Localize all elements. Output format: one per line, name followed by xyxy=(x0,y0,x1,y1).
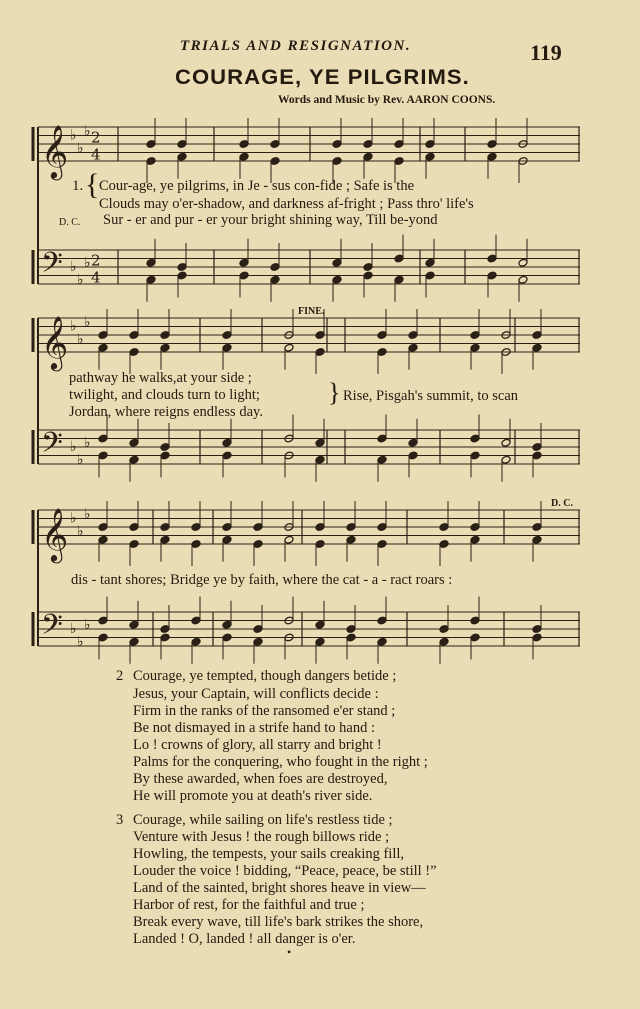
lyric-line: twilight, and clouds turn to light; xyxy=(69,387,260,403)
stanza-line: He will promote you at death's river side. xyxy=(133,788,373,804)
stanza-line: Courage, while sailing on life's restless tide ; xyxy=(133,812,393,828)
lyric-line: Rise, Pisgah's summit, to scan xyxy=(343,388,519,404)
lyric-line: Sur - er and pur - er your bright shining way, Till be-yond xyxy=(103,212,438,228)
lyric-line: Jordan, where reigns endless day. xyxy=(69,404,263,420)
stanza-line: Firm in the ranks of the ransomed e'er stand ; xyxy=(133,703,396,719)
stanza-line: Break every wave, till life's bark strikes the shore, xyxy=(133,914,424,930)
stanza-3-number: 3 xyxy=(116,812,124,828)
flat-sign: ♭ xyxy=(84,616,91,633)
dc-end-label: D. C. xyxy=(551,498,573,509)
hymn-title: COURAGE, YE PILGRIMS. xyxy=(175,66,470,89)
bass-clef: 𝄢 xyxy=(41,246,63,287)
flat-sign: ♭ xyxy=(70,621,77,637)
lyric-line: pathway he walks,at your side ; xyxy=(69,370,252,386)
time-signature: 4 xyxy=(91,145,101,164)
stanza-line: Venture with Jesus ! the rough billows ride ; xyxy=(133,829,390,845)
flat-sign: ♭ xyxy=(70,510,77,527)
stanza-line: Courage, ye tempted, though dangers betide ; xyxy=(133,668,397,684)
stanza-2-number: 2 xyxy=(116,668,124,684)
flat-sign: ♭ xyxy=(84,314,91,331)
treble-clef: 𝄞 xyxy=(41,507,69,561)
flat-sign: ♭ xyxy=(84,254,91,271)
lyric-line: Clouds may o'er-shadow, and darkness af-fright ; Pass thro' life's xyxy=(99,196,474,212)
flat-sign: ♭ xyxy=(84,434,91,451)
flat-sign: ♭ xyxy=(77,140,84,157)
flat-sign: ♭ xyxy=(77,451,84,468)
flat-sign: ♭ xyxy=(77,271,84,288)
flat-sign: ♭ xyxy=(70,259,77,275)
stanza-line: Land of the sainted, bright shores heave in view— xyxy=(133,880,426,896)
lyric-line: Cour-age, ye pilgrims, in Je - sus con-fide ; Safe is the xyxy=(99,178,415,194)
time-signature: 4 xyxy=(91,268,101,287)
flat-sign: ♭ xyxy=(84,506,91,523)
fine-label: FINE. xyxy=(298,306,325,317)
treble-clef: 𝄞 xyxy=(41,315,69,369)
flat-sign: ♭ xyxy=(84,123,91,140)
flat-sign: ♭ xyxy=(77,331,84,348)
stanza-line: Harbor of rest, for the faithful and true ; xyxy=(133,897,365,913)
page-number: 119 xyxy=(530,40,562,65)
verse-brace: { xyxy=(85,168,100,201)
stanza-line: Lo ! crowns of glory, all starry and bright ! xyxy=(133,737,382,753)
treble-clef: 𝄞 xyxy=(41,124,69,178)
flat-sign: ♭ xyxy=(70,439,77,455)
flat-sign: ♭ xyxy=(77,523,84,540)
stanza-line: Be not dismayed in a strife hand to hand : xyxy=(133,720,376,736)
time-signature: 2 xyxy=(91,128,101,147)
flat-sign: ♭ xyxy=(70,318,77,335)
dc-label: D. C. xyxy=(59,217,81,228)
stanza-number-1: 1. xyxy=(72,178,84,194)
page-dot: • xyxy=(287,945,292,959)
verse-brace: } xyxy=(328,378,341,407)
bass-clef: 𝄢 xyxy=(41,608,63,649)
running-title: TRIALS AND RESIGNATION. xyxy=(180,38,412,54)
stanza-line: By these awarded, when foes are destroyed, xyxy=(133,771,388,787)
stanza-line: Howling, the tempests, your sails creaking fill, xyxy=(133,846,405,862)
stanza-line: Louder the voice ! bidding, “Peace, peace, be still !” xyxy=(133,863,437,879)
flat-sign: ♭ xyxy=(70,127,77,144)
time-signature: 2 xyxy=(91,251,101,270)
bass-clef: 𝄢 xyxy=(41,426,63,467)
flat-sign: ♭ xyxy=(77,633,84,650)
lyric-line: dis - tant shores; Bridge ye by faith, where the cat - a - ract roars : xyxy=(71,572,453,588)
stanza-line: Palms for the conquering, who fought in the right ; xyxy=(133,754,428,770)
stanza-line: Jesus, your Captain, will conflicts decide : xyxy=(133,686,379,702)
stanza-line: Landed ! O, landed ! all danger is o'er. xyxy=(133,931,356,947)
hymn-credit: Words and Music by Rev. AARON COONS. xyxy=(278,94,496,106)
